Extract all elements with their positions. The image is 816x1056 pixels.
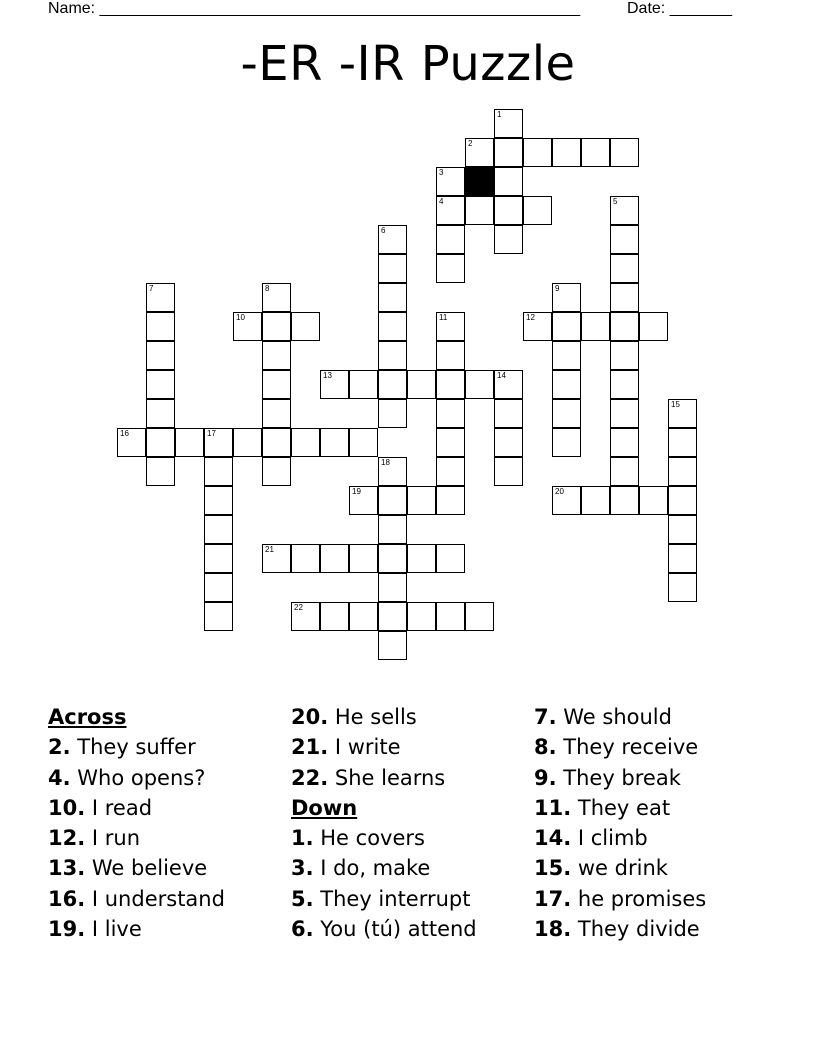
grid-cell[interactable] (610, 399, 639, 428)
grid-cell[interactable] (291, 428, 320, 457)
clue-item (291, 732, 477, 762)
grid-cell[interactable] (378, 370, 407, 399)
grid-cell[interactable] (407, 602, 436, 631)
clue-item-number: 13. (48, 856, 86, 881)
clue-item-text: She learns (328, 765, 446, 790)
clue-item-number: 19. (48, 917, 86, 942)
clue-item (291, 702, 477, 732)
clue-item-text: You (tú) attend (313, 917, 477, 942)
grid-cell[interactable] (494, 138, 523, 167)
grid-cell[interactable] (146, 312, 175, 341)
clue-item-number: 21. (291, 735, 329, 760)
grid-cell[interactable] (146, 457, 175, 486)
clue-item-number: 3. (291, 856, 314, 881)
grid-cell[interactable] (320, 602, 349, 631)
grid-cell[interactable] (436, 486, 465, 515)
clue-number: 7 (149, 284, 154, 293)
clue-item-number: 11. (534, 795, 572, 820)
grid-cell[interactable] (262, 457, 291, 486)
grid-cell[interactable] (610, 283, 639, 312)
grid-cell[interactable] (523, 312, 552, 341)
clue-item-text: They receive (556, 735, 699, 760)
clue-item-text: I do, make (313, 856, 431, 881)
clue-item-text: They break (556, 765, 681, 790)
clue-item-number: 14. (534, 826, 572, 851)
grid-cell[interactable] (262, 399, 291, 428)
clue-item (48, 732, 225, 762)
grid-cell[interactable] (552, 312, 581, 341)
date-field-label: Date: _______ (627, 0, 732, 17)
grid-cell[interactable] (610, 428, 639, 457)
grid-cell[interactable] (494, 196, 523, 225)
grid-cell[interactable] (262, 341, 291, 370)
clue-item (534, 763, 706, 793)
clue-item-text: I climb (571, 826, 648, 851)
grid-cell[interactable] (639, 486, 668, 515)
clue-item-number: 7. (534, 705, 557, 729)
grid-cell[interactable] (436, 312, 465, 341)
clue-number: 6 (381, 226, 386, 235)
grid-cell[interactable] (552, 341, 581, 370)
grid-cell[interactable] (610, 370, 639, 399)
grid-cell[interactable] (610, 196, 639, 225)
grid-cell[interactable] (378, 486, 407, 515)
clue-item-text: They suffer (70, 735, 196, 760)
grid-cell[interactable] (407, 370, 436, 399)
grid-cell[interactable] (407, 486, 436, 515)
clue-number: 17 (207, 429, 216, 438)
clue-column-2 (291, 702, 477, 944)
grid-cell[interactable] (204, 515, 233, 544)
grid-cell[interactable] (552, 283, 581, 312)
clue-item-number: 6. (291, 917, 314, 942)
clue-item-text: He sells (328, 705, 417, 729)
puzzle-title: -ER -IR Puzzle (240, 36, 576, 92)
grid-cell[interactable] (494, 167, 523, 196)
grid-cell[interactable] (436, 544, 465, 573)
grid-cell[interactable] (610, 254, 639, 283)
grid-cell[interactable] (436, 399, 465, 428)
grid-cell[interactable] (291, 602, 320, 631)
grid-cell[interactable] (204, 486, 233, 515)
grid-cell[interactable] (668, 428, 697, 457)
clue-item (48, 914, 225, 944)
grid-cell[interactable] (581, 486, 610, 515)
grid-cell[interactable] (436, 457, 465, 486)
clue-item-text: They interrupt (313, 886, 471, 911)
clue-number: 8 (265, 284, 270, 293)
clue-column-3 (534, 702, 706, 944)
grid-cell[interactable] (204, 602, 233, 631)
clue-number: 22 (294, 603, 303, 612)
grid-cell[interactable] (436, 370, 465, 399)
clue-item (534, 914, 706, 944)
clue-item-text: We believe (85, 856, 208, 881)
grid-cell[interactable] (262, 370, 291, 399)
grid-cell[interactable] (378, 312, 407, 341)
grid-cell[interactable] (668, 399, 697, 428)
clue-number: 4 (439, 197, 444, 206)
grid-cell[interactable] (465, 602, 494, 631)
grid-cell[interactable] (494, 457, 523, 486)
grid-cell[interactable] (117, 428, 146, 457)
grid-cell[interactable] (436, 341, 465, 370)
grid-cell[interactable] (262, 283, 291, 312)
grid-cell[interactable] (668, 573, 697, 602)
grid-cell[interactable] (349, 486, 378, 515)
grid-cell[interactable] (610, 225, 639, 254)
grid-cell[interactable] (610, 457, 639, 486)
clue-item-text: I read (85, 795, 153, 820)
clue-item (291, 763, 477, 793)
clue-item-text: We should (556, 705, 672, 729)
clue-item (534, 884, 706, 914)
clue-item (291, 914, 477, 944)
clue-number: 15 (671, 400, 680, 409)
grid-cell[interactable] (291, 544, 320, 573)
grid-cell[interactable] (233, 428, 262, 457)
grid-cell[interactable] (668, 515, 697, 544)
clue-number: 5 (613, 197, 618, 206)
clue-item-number: 15. (534, 856, 572, 881)
grid-cell[interactable] (378, 225, 407, 254)
grid-cell[interactable] (378, 602, 407, 631)
grid-cell[interactable] (552, 428, 581, 457)
black-cell (465, 167, 494, 196)
clue-item-text: I write (328, 735, 401, 760)
grid-cell[interactable] (436, 196, 465, 225)
grid-cell[interactable] (465, 196, 494, 225)
grid-cell[interactable] (523, 196, 552, 225)
clue-item-text: Who opens? (70, 765, 206, 790)
clue-number: 3 (439, 168, 444, 177)
clue-number: 21 (265, 545, 274, 554)
grid-cell[interactable] (349, 544, 378, 573)
clue-item (291, 823, 477, 853)
grid-cell[interactable] (204, 457, 233, 486)
grid-cell[interactable] (552, 138, 581, 167)
grid-cell[interactable] (494, 399, 523, 428)
clue-number: 1 (497, 110, 502, 119)
clue-item (534, 732, 706, 762)
grid-cell[interactable] (146, 399, 175, 428)
clue-item-number: 20. (291, 705, 329, 729)
clue-item-text: He covers (313, 826, 425, 851)
clue-number: 13 (323, 371, 332, 380)
down-heading: Down (291, 795, 358, 820)
clue-item-number: 18. (534, 917, 572, 942)
clue-item (48, 823, 225, 853)
grid-cell[interactable] (262, 544, 291, 573)
clue-number: 2 (468, 139, 473, 148)
clue-item-text: we drink (571, 856, 668, 881)
grid-cell[interactable] (494, 428, 523, 457)
grid-cell[interactable] (581, 138, 610, 167)
grid-cell[interactable] (378, 283, 407, 312)
grid-cell[interactable] (436, 602, 465, 631)
grid-cell[interactable] (407, 544, 436, 573)
clue-item-text: I understand (85, 886, 225, 911)
grid-cell[interactable] (262, 312, 291, 341)
clue-item-number: 1. (291, 826, 314, 851)
grid-cell[interactable] (320, 428, 349, 457)
clue-item (534, 702, 706, 732)
clue-column-1 (48, 702, 225, 944)
grid-cell[interactable] (146, 283, 175, 312)
clue-number: 18 (381, 458, 390, 467)
grid-cell[interactable] (204, 573, 233, 602)
clue-item-number: 10. (48, 795, 86, 820)
grid-cell[interactable] (378, 457, 407, 486)
grid-cell[interactable] (668, 544, 697, 573)
clue-item-number: 8. (534, 735, 557, 760)
clue-item (534, 793, 706, 823)
clue-item (48, 763, 225, 793)
grid-cell[interactable] (668, 486, 697, 515)
grid-cell[interactable] (378, 341, 407, 370)
grid-cell[interactable] (610, 138, 639, 167)
clue-item (291, 884, 477, 914)
clue-item-number: 9. (534, 765, 557, 790)
grid-cell[interactable] (349, 428, 378, 457)
grid-cell[interactable] (668, 457, 697, 486)
grid-cell[interactable] (378, 544, 407, 573)
grid-cell[interactable] (494, 225, 523, 254)
across-heading: Across (48, 705, 127, 729)
grid-cell[interactable] (610, 486, 639, 515)
grid-cell[interactable] (146, 370, 175, 399)
clue-item-number: 4. (48, 765, 71, 790)
grid-cell[interactable] (378, 399, 407, 428)
clue-item-text: I run (85, 826, 140, 851)
grid-cell[interactable] (436, 167, 465, 196)
grid-cell[interactable] (610, 341, 639, 370)
clue-number: 19 (352, 487, 361, 496)
grid-cell[interactable] (378, 515, 407, 544)
grid-cell[interactable] (378, 573, 407, 602)
grid-cell[interactable] (610, 312, 639, 341)
name-field-label: Name: ______________________________________________________ (48, 0, 581, 17)
clue-item-text: They divide (571, 917, 700, 942)
clue-item (291, 853, 477, 883)
clue-item-number: 12. (48, 826, 86, 851)
grid-cell[interactable] (378, 254, 407, 283)
grid-cell[interactable] (581, 312, 610, 341)
grid-cell[interactable] (233, 312, 262, 341)
grid-cell[interactable] (146, 428, 175, 457)
clue-item (48, 853, 225, 883)
clue-item (48, 884, 225, 914)
clue-number: 10 (236, 313, 245, 322)
grid-cell[interactable] (378, 631, 407, 660)
clue-number: 12 (526, 313, 535, 322)
grid-cell[interactable] (639, 312, 668, 341)
grid-cell[interactable] (436, 428, 465, 457)
grid-cell[interactable] (494, 109, 523, 138)
grid-cell[interactable] (146, 341, 175, 370)
grid-cell[interactable] (204, 428, 233, 457)
clue-number: 16 (120, 429, 129, 438)
clue-item-text: They eat (571, 795, 671, 820)
grid-cell[interactable] (494, 370, 523, 399)
grid-cell[interactable] (320, 370, 349, 399)
grid-cell[interactable] (349, 602, 378, 631)
clue-item-number: 16. (48, 886, 86, 911)
grid-cell[interactable] (552, 486, 581, 515)
grid-cell[interactable] (436, 254, 465, 283)
grid-cell[interactable] (320, 544, 349, 573)
grid-cell[interactable] (523, 138, 552, 167)
clue-number: 11 (439, 313, 448, 322)
grid-cell[interactable] (465, 370, 494, 399)
clue-item-number: 17. (534, 886, 572, 911)
grid-cell[interactable] (175, 428, 204, 457)
grid-cell[interactable] (436, 225, 465, 254)
clue-item (534, 853, 706, 883)
clue-number: 9 (555, 284, 560, 293)
clue-item-text: I live (85, 917, 142, 942)
clue-item (48, 793, 225, 823)
clue-number: 14 (497, 371, 506, 380)
clue-item-number: 5. (291, 886, 314, 911)
clue-number: 20 (555, 487, 564, 496)
grid-cell[interactable] (552, 399, 581, 428)
grid-cell[interactable] (552, 370, 581, 399)
grid-cell[interactable] (349, 370, 378, 399)
clue-item-number: 2. (48, 735, 71, 760)
clue-item-number: 22. (291, 765, 329, 790)
grid-cell[interactable] (291, 312, 320, 341)
grid-cell[interactable] (204, 544, 233, 573)
grid-cell[interactable] (465, 138, 494, 167)
clue-item (534, 823, 706, 853)
clue-item-text: he promises (571, 886, 707, 911)
grid-cell[interactable] (262, 428, 291, 457)
